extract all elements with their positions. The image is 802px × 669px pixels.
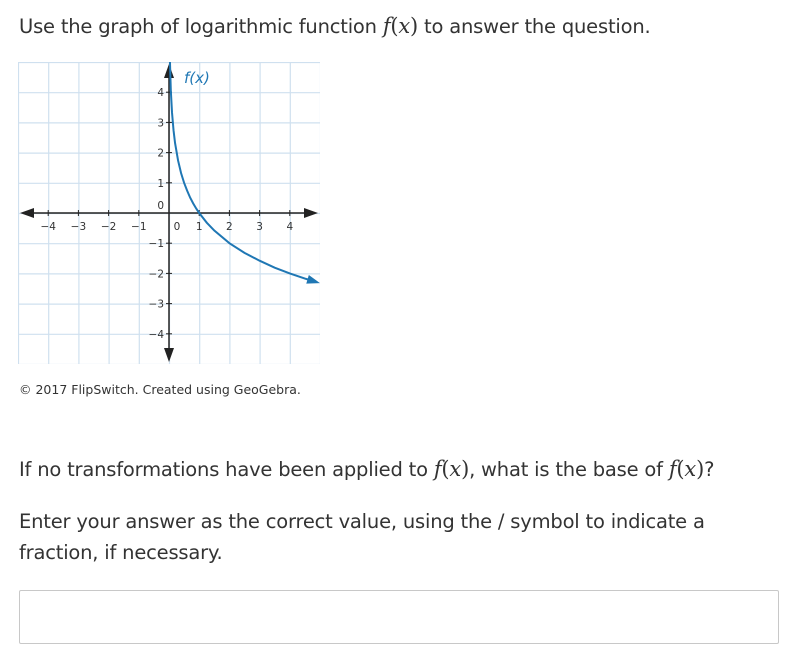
x-tick-label: −1 (131, 221, 147, 233)
intro-text: Use the graph of logarithmic function (19, 15, 383, 38)
x-tick-label: 3 (256, 221, 263, 233)
y-tick-label: 2 (157, 147, 164, 160)
curve-arrowhead (306, 275, 320, 284)
question-prompt (19, 454, 714, 485)
question-intro (19, 11, 651, 42)
x-tick-label: 4 (286, 221, 294, 233)
answer-input[interactable] (19, 590, 779, 644)
intro-text-end: to answer the question. (418, 15, 651, 38)
function-curve (170, 62, 309, 280)
y-tick-label: 1 (157, 177, 164, 190)
axes (20, 64, 318, 362)
y-tick-label: 0 (157, 200, 164, 212)
y-tick-label: 3 (157, 117, 164, 130)
y-tick-label: 4 (157, 87, 164, 100)
prompt-text-end: ? (704, 458, 715, 481)
y-tick-label: −4 (148, 328, 164, 341)
x-tick-label: 2 (226, 221, 233, 233)
x-axis-left-arrow (20, 208, 34, 218)
function-notation: f(x) (668, 457, 705, 481)
y-tick-label: −2 (148, 268, 164, 281)
x-tick-label: 1 (195, 221, 203, 233)
answer-instructions: Enter your answer as the correct value, using the / symbol to indicate a fraction, if necessary. (19, 510, 705, 564)
x-tick-label: −3 (70, 221, 87, 233)
function-notation: f(x) (433, 457, 470, 481)
y-axis-top-arrow (164, 64, 174, 78)
prompt-text-middle: , what is the base of (469, 458, 669, 481)
logarithm-graph (18, 62, 320, 364)
x-tick-label: 0 (173, 221, 181, 233)
copyright-credit: © 2017 FlipSwitch. Created using GeoGebra. (19, 382, 301, 397)
y-tick-label: −1 (148, 238, 164, 251)
x-tick-label: −4 (40, 221, 56, 233)
x-tick-label: −2 (100, 221, 117, 233)
y-tick-label: −3 (148, 298, 164, 311)
prompt-text: If no transformations have been applied to (19, 458, 434, 481)
x-axis-right-arrow (304, 208, 318, 218)
function-label: f(x) (184, 69, 210, 87)
function-notation: f(x) (382, 14, 419, 38)
y-axis-bottom-arrow (164, 348, 174, 362)
